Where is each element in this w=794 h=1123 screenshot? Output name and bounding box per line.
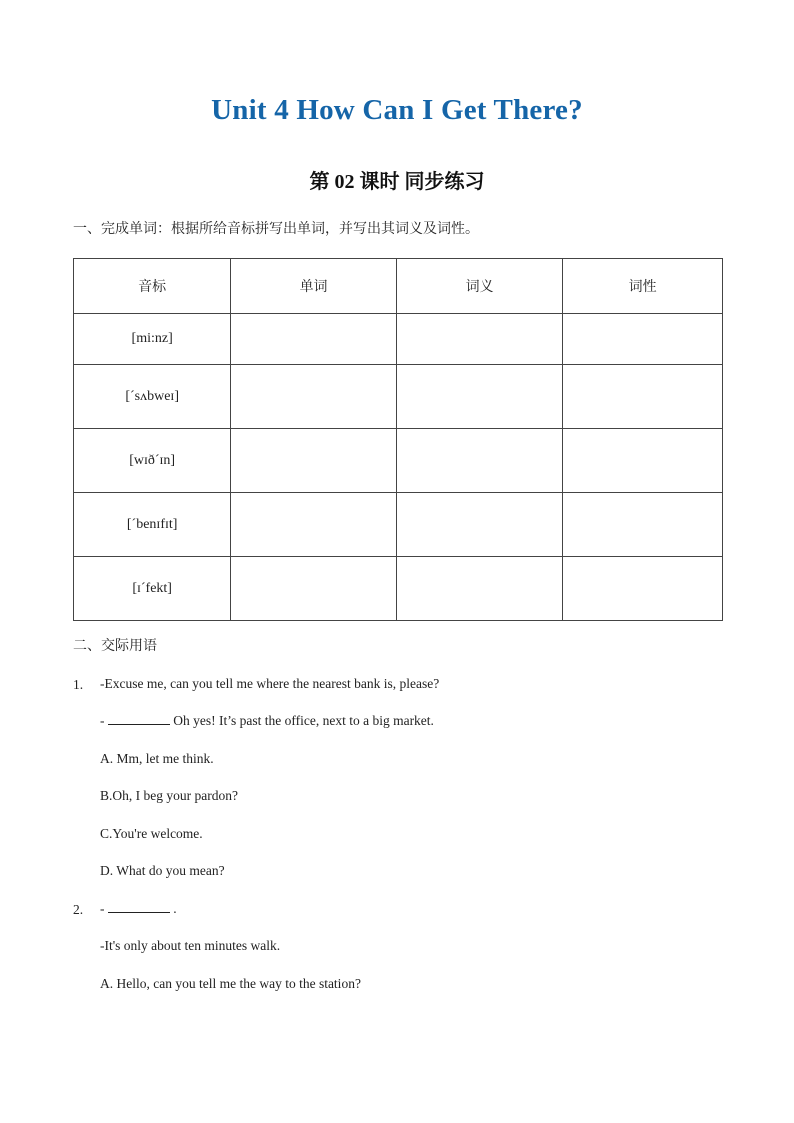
pos-cell[interactable] — [563, 429, 723, 493]
phonetic-cell: [ɪˊfekt] — [74, 557, 231, 621]
phonetic-cell: [mi:nz] — [74, 314, 231, 365]
option-a[interactable]: A. Hello, can you tell me the way to the station? — [100, 976, 361, 991]
table-row — [74, 365, 723, 429]
table-row — [74, 557, 723, 621]
pos-cell[interactable] — [563, 314, 723, 365]
meaning-cell[interactable] — [396, 493, 563, 557]
table-row — [74, 429, 723, 493]
option-b[interactable]: B.Oh, I beg your pardon? — [100, 788, 238, 803]
phonetic-cell: [ˊsʌbweɪ] — [74, 365, 231, 429]
dash-prefix: - — [100, 901, 108, 916]
option-c[interactable]: C.You're welcome. — [100, 826, 203, 841]
option-d[interactable]: D. What do you mean? — [100, 863, 225, 878]
table-row — [74, 314, 723, 365]
pos-cell[interactable] — [563, 365, 723, 429]
table-header-row — [74, 259, 723, 314]
option-a[interactable]: A. Mm, let me think. — [100, 751, 214, 766]
table-row — [74, 493, 723, 557]
pos-cell[interactable] — [563, 493, 723, 557]
response-text: Oh yes! It’s past the office, next to a big market. — [169, 713, 434, 728]
word-cell[interactable] — [231, 365, 397, 429]
word-cell[interactable] — [231, 557, 397, 621]
document-title: Unit 4 How Can I Get There? — [211, 94, 583, 126]
column-header-pos: 词性 — [563, 259, 723, 314]
word-cell[interactable] — [231, 429, 397, 493]
answer-blank[interactable] — [108, 901, 170, 913]
meaning-cell[interactable] — [396, 365, 563, 429]
question-1-prompt: -Excuse me, can you tell me where the nearest bank is, please? — [100, 676, 440, 691]
word-cell[interactable] — [231, 314, 397, 365]
meaning-cell[interactable] — [396, 314, 563, 365]
column-header-phonetic: 音标 — [74, 259, 231, 314]
question-2-prompt — [100, 901, 177, 917]
section-2-heading: 二、交际用语 — [73, 638, 157, 654]
phonetic-cell: [wɪðˊɪn] — [74, 429, 231, 493]
vocabulary-table — [73, 258, 723, 621]
answer-blank[interactable] — [108, 713, 170, 725]
question-1-response — [100, 713, 434, 729]
column-header-meaning: 词义 — [396, 259, 563, 314]
lesson-title: 第 02 课时 同步练习 — [309, 171, 485, 193]
question-1-number: 1. — [73, 677, 84, 692]
meaning-cell[interactable] — [396, 557, 563, 621]
section-1-heading: 一、完成单词：根据所给音标拼写出单词，并写出其词义及词性。 — [73, 221, 479, 237]
column-header-word: 单词 — [231, 259, 397, 314]
phonetic-cell: [ˊbenɪfɪt] — [74, 493, 231, 557]
question-2-response: -It's only about ten minutes walk. — [100, 938, 281, 953]
word-cell[interactable] — [231, 493, 397, 557]
prompt-suffix: . — [169, 901, 177, 916]
question-2-number: 2. — [73, 902, 84, 917]
dash-prefix: - — [100, 713, 108, 728]
meaning-cell[interactable] — [396, 429, 563, 493]
pos-cell[interactable] — [563, 557, 723, 621]
